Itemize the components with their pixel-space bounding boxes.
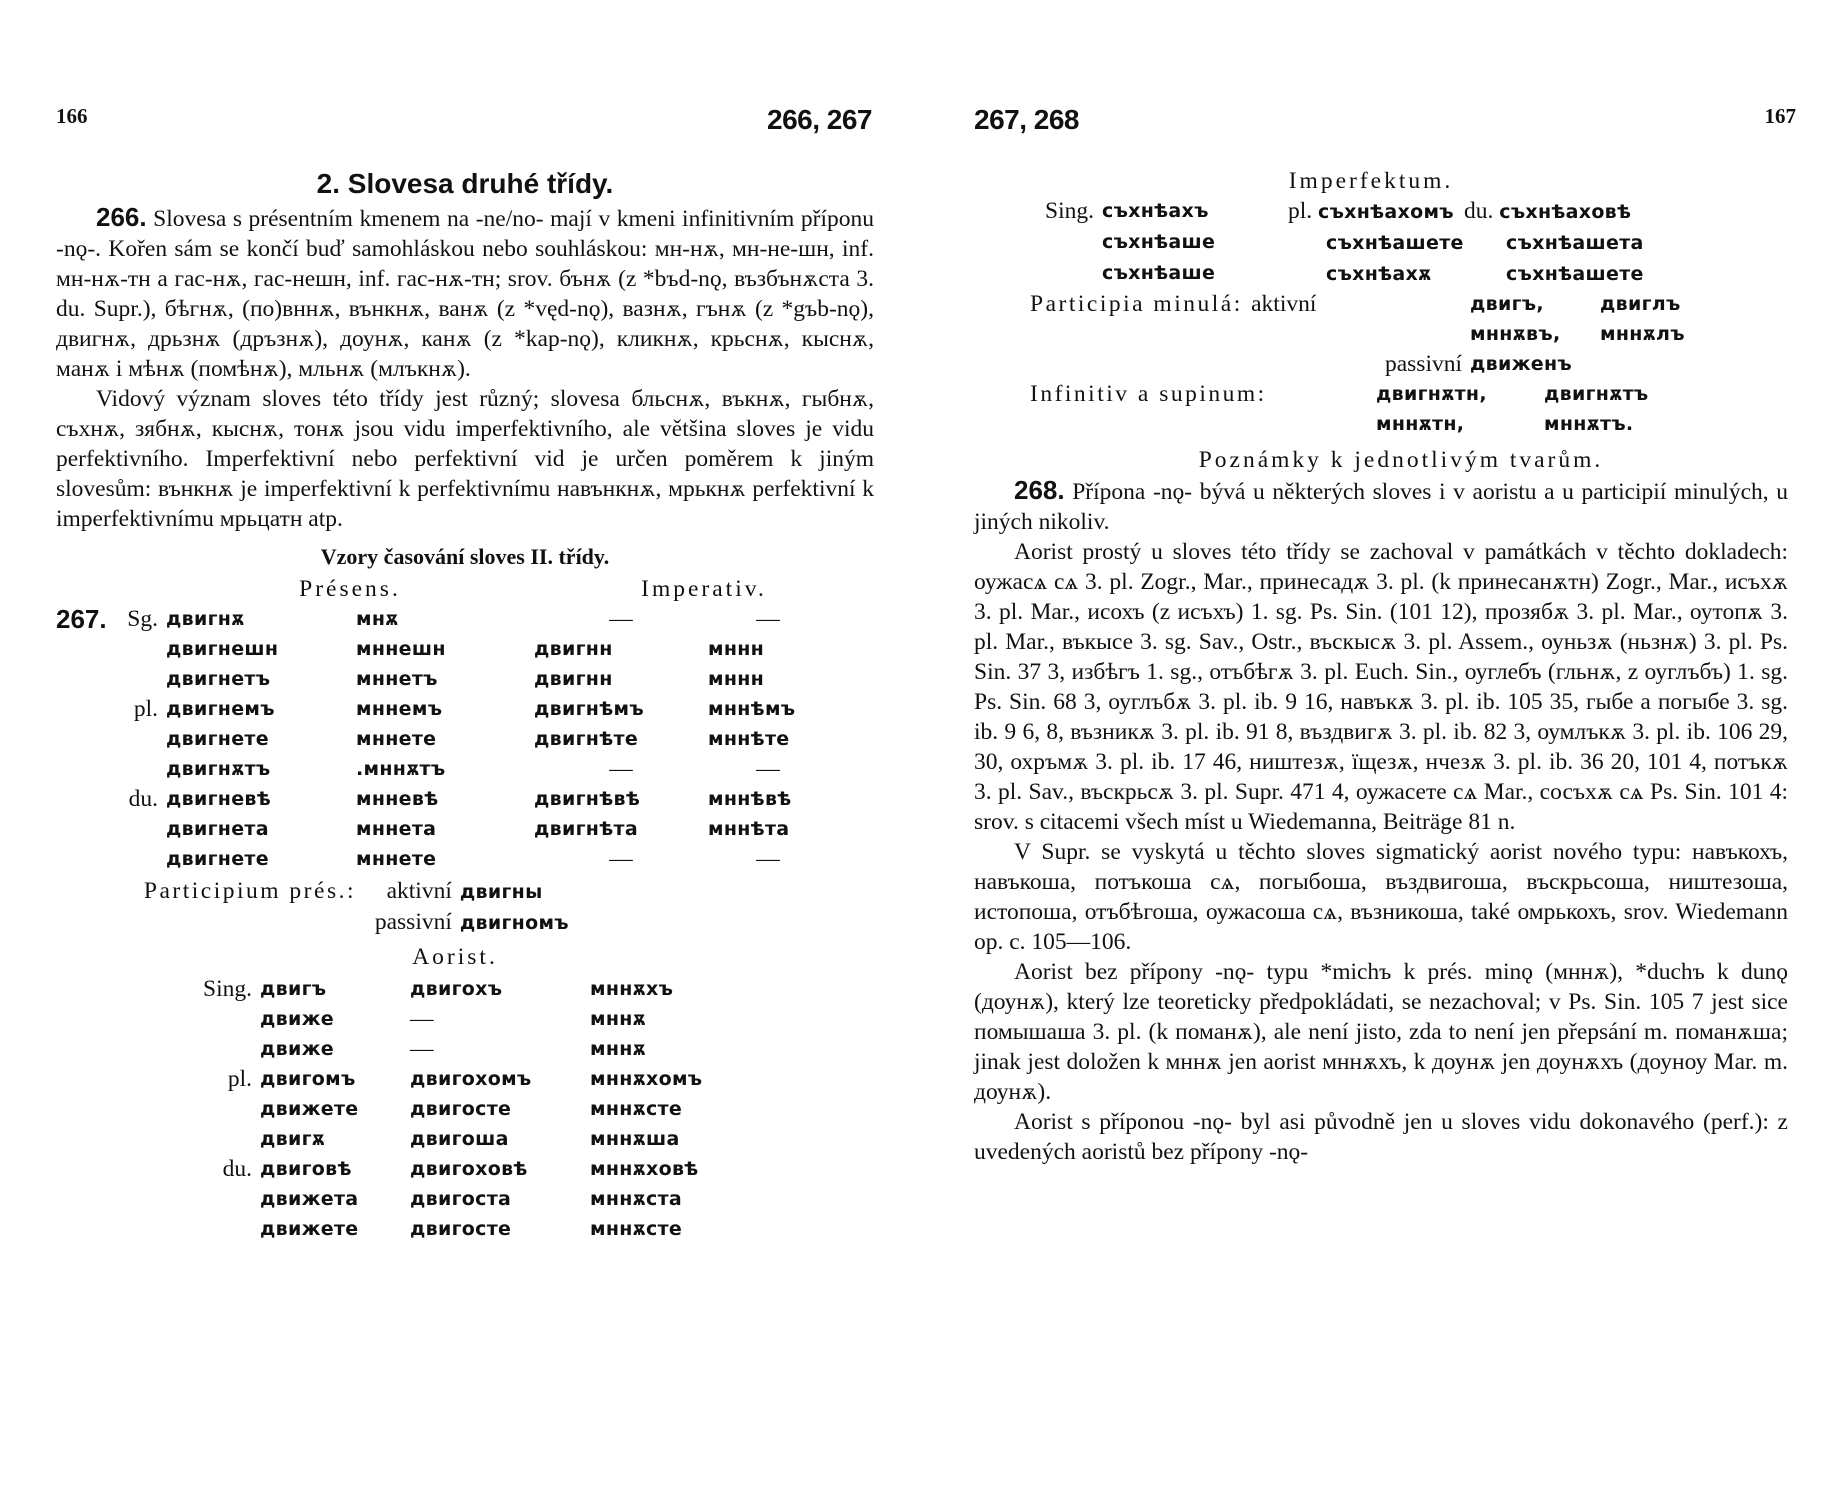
participium-pres-passive: passivní двигномъ (374, 909, 569, 935)
right-running-head: 267, 268 (974, 104, 1079, 135)
presens-table: 267. Sg. двигнѫ мнѫ — — двигнешн мннешн двигнн мннн двигнетъ мннетъ двигнн мннн pl. двигнемъ мннемъ двигнѣмъ мннѣмъ двигнете мннете двигнѣте мннѣте двигнѫтъ .мннѫтъ — — du. двигневѣ мнневѣ двигнѣвѣ мннѣвѣ двигнета мннета двигнѣта мннѣта двигнете мннете — — (56, 604, 796, 872)
imperativ-label: Imperativ. (641, 576, 767, 602)
imperfektum-table: Sing. съхнѣахъ pl. съхнѣахомъ du. съхнѣаховѣ съхнѣаше съхнѣашете съхнѣашета съхнѣаше съхнѣахѫ съхнѣашете (1045, 198, 1644, 285)
paragraph-268d: Aorist s příponou -nǫ- byl asi původně jen u sloves vidu dokonavého (perf.): z uvedených aoristů bez přípony -nǫ- (974, 1109, 1788, 1165)
aorist-label: Aorist. (412, 944, 498, 970)
aorist-table: Sing. двигъ двигохъ мннѫхъ движе — мннѫ движе — мннѫ pl. двигомъ двигохомъ мннѫхомъ движете двигосте мннѫсте двигѫ двигоша мннѫша du. двиговѣ двигоховѣ мннѫховѣ движета двигоста мннѫста движете двигосте мннѫсте (203, 976, 703, 1240)
participia-minula: Participia minulá: aktivní двигъ, двиглъ мннѫвъ, мннѫлъ passivní движенъ (1030, 291, 1685, 377)
left-page-number: 166 (56, 104, 88, 128)
paragraph-268: 268. Přípona -nǫ- bývá u některých sloves i v aoristu a u participií minulých, u jiných nikoliv. (974, 475, 1788, 535)
left-body (56, 166, 874, 1244)
poznamky-heading: Poznámky k jednotlivým tvarům. (1198, 447, 1604, 473)
presens-header (56, 574, 874, 604)
imperfektum-label: Imperfektum. (1288, 168, 1454, 194)
paragraph-266 (56, 202, 874, 384)
paragraph-266b: Vidový význam sloves této třídy jest různý; slovesa бльснѫ, въкнѫ, гыбнѫ, съхнѫ, зябнѫ, кыснѫ, тонѫ jsou vidu imperfektivního, ale většina sloves je vidu perfektivního. Imperfektivní nebo perfektivní vid je určen poměrem k jiným slovesům: вънкнѫ je imperfektivní k perfektivnímu навънкнѫ, мрькнѫ perfektivní k imperfektivnímu мрьцатн atp. (56, 386, 874, 532)
paragraph-text: Slovesa s présentním kmenem na -ne/no- mají v kmeni infinitivním příponu -nǫ-. Kořen sám se končí buď samohláskou nebo souhláskou: мн-нѫ, мн-не-шн, inf. мн-нѫ-тн a гас-нѫ, гас-нешн, inf. гас-нѫ-тн; srov. бънѫ (z *bъd-nǫ, възбънѫста 3. du. Supr.), бѣгнѫ, (по)вннѫ, вънкнѫ, ванѫ (z *vęd-nǫ), вазнѫ, гънѫ (z *gъb-nǫ), двигнѫ, дрьзнѫ (дръзнѫ), доунѫ, канѫ (z *kap-nǫ), кликнѫ, крьснѫ, кыснѫ, манѫ i мѣнѫ (помѣнѫ), мльнѫ (млъкнѫ). (56, 206, 874, 382)
participium-pres-active: Participium prés.: aktivní двигны (143, 878, 543, 904)
presens-label: Présens. (299, 576, 401, 602)
chapter-title: 2. Slovesa druhé třídy. (316, 168, 614, 199)
right-page (922, 0, 1844, 1500)
paragraph-number: 266. (96, 202, 147, 232)
paragraph-268b: V Supr. se vyskytá u těchto sloves sigmatický aorist nového typu: навъкохъ, навъкоша, потъкоша сѧ, погыбоша, въздвигоша, въскрьсоша, ништезоша, истопоша, отъбѣгоша, оужасоша сѧ, възникоша, také омрькохъ, srov. Wiedemann op. c. 105—106. (974, 839, 1788, 955)
right-page-number: 167 (1764, 104, 1796, 128)
infinitiv-supinum: Infinitiv a supinum: двигнѫтн, двигнѫтъ мннѫтн, мннѫтъ. (1030, 381, 1649, 435)
paragraph-268c: Aorist bez přípony -nǫ- typu *michъ k prés. minǫ (мннѫ), *duchъ k dunǫ (доунѫ), který lze teoreticky předpokládati, se nezachoval; v Ps. Sin. 105 7 jest sice помышаша 3. pl. (k поманѫ), ale není jisto, zda to není jen přepsání m. поманѫша; jinak jest doložen k мннѫ jen aorist мннѫхъ, k доунѫ jen доунѫхъ (доуноу Mar. m. доунѫ). (974, 959, 1788, 1105)
right-body (974, 166, 1788, 1167)
paragraph-268a: Aorist prostý u sloves této třídy se zachoval v památkách v těchto dokladech: оужасѧ сѧ 3. pl. Zogr., Mar., принесадѫ 3. pl. (k принесанѫтн) Zogr., Mar., исъхѫ 3. pl. Mar., исохъ (z исъхъ) 1. sg. Ps. Sin. (101 12), прозябѫ 3. pl. Mar., оутопѫ 3. pl. Mar., въкысе 3. sg. Sav., Ostr., въскысѫ 3. pl. Assem., оуньзѫ (ньзнѫ) 3. pl. Ps. Sin. 37 3, избѣгъ 1. sg., отъбѣгѫ 3. pl. Euch. Sin., оуглебъ (гльнѫ, z оуглъбъ) 1. sg. Ps. Sin. 68 3, оуглъбѫ 3. pl. ib. 9 16, навъкѫ 3. pl. ib. 105 35, гыбе a погыбе 3. sg. ib. 9 6, 8, възникѫ 3. pl. ib. 91 8, въздвигѫ 3. pl. ib. 82 3, оумлъкѫ 3. pl. ib. 106 29, 30, охръмѫ 3. pl. ib. 17 46, ништезѫ, їщезѫ, нчезѫ 3. pl. ib. 36 20, 101 4, потъкѫ 3. pl. Sav., въскрьсѫ 3. pl. Supr. 471 4, оужасете сѧ Mar., сосъхѫ сѧ Ps. Sin. 101 4: srov. s citacemi všech míst u Wiedemanna, Beiträge 81 n. (974, 539, 1788, 835)
paragraph-number: 267. (56, 604, 107, 634)
conjugation-heading: Vzory časování sloves II. třídy. (320, 544, 610, 569)
paragraph-number: 268. (1014, 475, 1065, 505)
left-running-head: 266, 267 (767, 104, 872, 135)
